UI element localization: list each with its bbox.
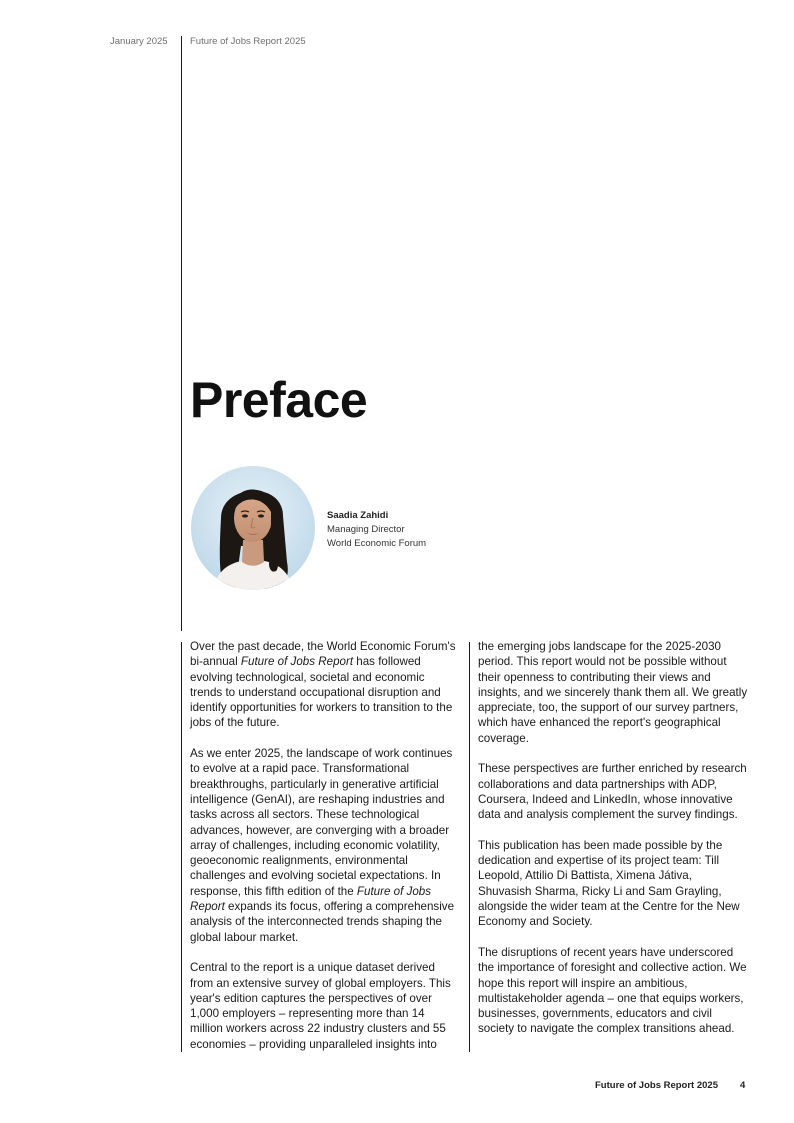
page-title: Preface (190, 372, 368, 428)
page-number: 4 (740, 1080, 746, 1091)
author-role: Managing Director (327, 524, 405, 535)
author-block (327, 509, 426, 551)
header-report-title: Future of Jobs Report 2025 (190, 36, 306, 47)
paragraph-2: As we enter 2025, the landscape of work continues to evolve at a rapid pace. Transformational breakthroughs, particularly in generative artificial intelligence (GenAI), are reshaping industries and tasks across all sectors. These technological advances, however, are converging with a broader array of challenges, including economic volatility, geoeconomic realignments, environmental challenges and evolving societal expectations. In response, this fifth edition of the Future of Jobs Report expands its focus, offering a comprehensive analysis of the interconnected trends shaping the global labour market. (190, 747, 455, 944)
paragraph-6: This publication has been made possible by the dedication and expertise of its project team: Till Leopold, Attilio Di Battista, Ximena Játiva, Shuvasish Sharma, Ricky Li and Sam Grayling, alongside the wider team at the Centre for the New Economy and Society. (478, 838, 740, 929)
author-name: Saadia Zahidi (327, 510, 389, 521)
paragraph-3: Central to the report is a unique dataset derived from an extensive survey of global employers. This year's edition captures the perspectives of over 1,000 employers – representing more than 14 million workers across 22 industry clusters and 55 economies – providing unparalleled insights into (190, 961, 451, 1051)
footer-report-title: Future of Jobs Report 2025 (595, 1080, 718, 1091)
report-title-italic: Future of Jobs Report (240, 655, 354, 669)
header-date: January 2025 (110, 36, 168, 47)
body-column-left (190, 639, 460, 1052)
left-column-rule (181, 642, 182, 1052)
author-portrait (191, 466, 315, 590)
middle-column-rule (469, 642, 470, 1052)
report-title-italic: Future of Jobs Report (190, 884, 432, 914)
paragraph-5: These perspectives are further enriched by research collaborations and data partnerships with ADP, Coursera, Indeed and LinkedIn, whose innovative data and analysis complement the survey findings. (478, 762, 747, 822)
top-vertical-rule (181, 36, 182, 631)
paragraph-1: Over the past decade, the World Economic Forum's bi-annual Future of Jobs Report has followed evolving technological, societal and economic trends to understand occupational disruption and identify opportunities for workers to transition to the jobs of the future. (190, 640, 456, 730)
body-column-right (478, 639, 748, 1037)
paragraph-7: The disruptions of recent years have underscored the importance of foresight and collective action. We hope this report will inspire an ambitious, multistakeholder agenda – one that equips workers, businesses, governments, educators and civil society to navigate the complex transitions ahead. (478, 945, 747, 1036)
paragraph-4: the emerging jobs landscape for the 2025-2030 period. This report would not be possible without their openness to contributing their views and insights, and we sincerely thank them all. We greatly appreciate, too, the support of our survey partners, which have enhanced the report's geographical coverage. (478, 640, 748, 745)
author-organization: World Economic Forum (327, 538, 427, 549)
